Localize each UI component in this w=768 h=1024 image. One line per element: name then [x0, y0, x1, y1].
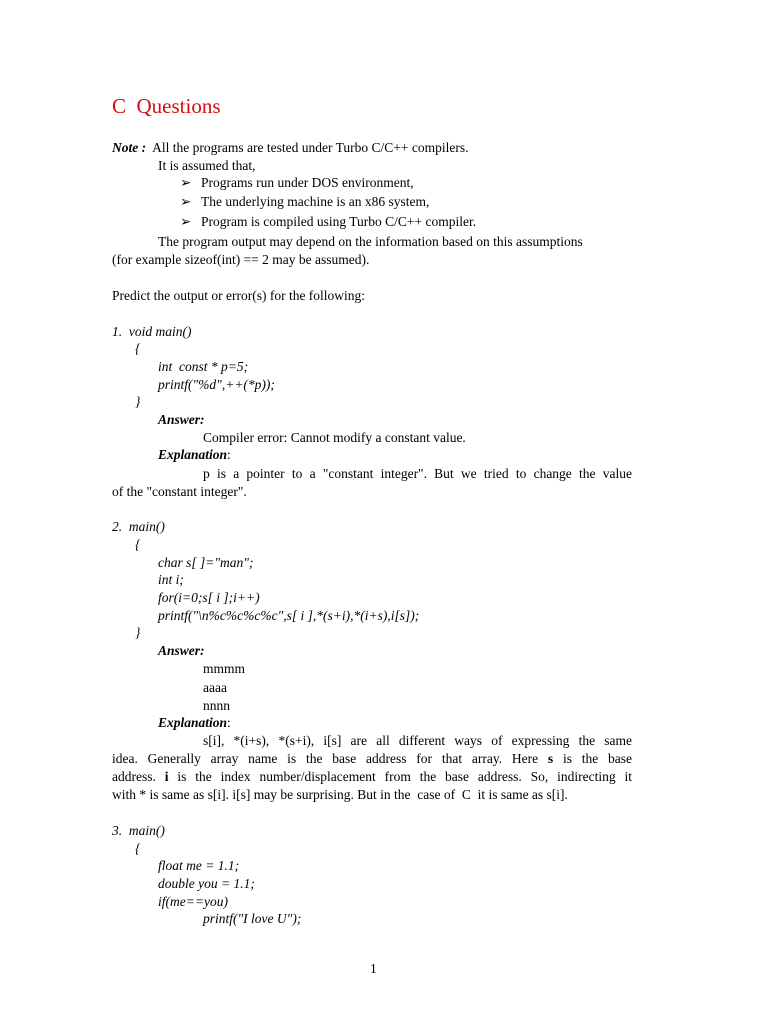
- code-line: }: [135, 394, 141, 409]
- answer-text: Compiler error: Cannot modify a constant value.: [203, 430, 466, 445]
- question-number: 1.: [112, 324, 123, 339]
- bullet-item: ➢ The underlying machine is an x86 system,: [180, 194, 430, 209]
- note-label: Note :: [112, 140, 147, 155]
- code-line: for(i=0;s[ i ];i++): [158, 590, 260, 605]
- arrow-bullet-icon: ➢: [180, 194, 192, 209]
- answer-text: aaaa: [203, 680, 227, 695]
- output-note-line: (for example sizeof(int) == 2 may be assumed).: [112, 252, 370, 267]
- code-line: printf("I love U");: [203, 911, 302, 926]
- output-note-line: The program output may depend on the information based on this assumptions: [158, 234, 583, 249]
- code-line: {: [135, 841, 141, 856]
- bullet-item: ➢ Program is compiled using Turbo C/C++ compiler.: [180, 214, 477, 229]
- page-title: C Questions: [112, 94, 221, 118]
- note-line: [112, 139, 468, 156]
- predict-heading: Predict the output or error(s) for the following:: [112, 288, 366, 303]
- code-line: printf("%d",++(*p));: [158, 377, 275, 392]
- explanation-label: Explanation:: [158, 447, 231, 462]
- explanation-text: idea. Generally array name is the base address for that array. Here s is the base: [112, 751, 633, 766]
- code-line: {: [135, 537, 141, 552]
- arrow-bullet-icon: ➢: [180, 214, 192, 229]
- bullet-item: ➢ Programs run under DOS environment,: [180, 175, 414, 190]
- code-line: char s[ ]="man";: [158, 555, 254, 570]
- code-line: int const * p=5;: [158, 359, 249, 374]
- answer-label: Answer:: [158, 412, 205, 427]
- explanation-text: s[i], *(i+s), *(s+i), i[s] are all different ways of expressing the same: [203, 733, 632, 748]
- explanation-text: of the "constant integer".: [112, 484, 247, 499]
- code-line: {: [135, 341, 141, 356]
- answer-text: nnnn: [203, 698, 230, 713]
- note-intro: All the programs are tested under Turbo C/C++ compilers.: [152, 140, 469, 155]
- question-1-header: 1. void main(): [112, 324, 192, 339]
- code-line: if(me==you): [158, 894, 228, 909]
- code-line: }: [135, 625, 141, 640]
- code-line: int i;: [158, 572, 184, 587]
- arrow-bullet-icon: ➢: [180, 175, 192, 190]
- answer-text: mmmm: [203, 661, 246, 676]
- explanation-label: Explanation:: [158, 715, 231, 730]
- assumed-text: It is assumed that,: [158, 158, 256, 173]
- question-number: 2.: [112, 519, 123, 534]
- explanation-text: with * is same as s[i]. i[s] may be surprising. But in the case of C it is same as s[i].: [112, 787, 568, 802]
- explanation-text: address. i is the index number/displacement from the base address. So, indirecting it: [112, 769, 633, 784]
- explanation-text: p is a pointer to a "constant integer". But we tried to change the value: [203, 466, 632, 481]
- question-3-header: 3. main(): [112, 823, 165, 838]
- question-2-header: 2. main(): [112, 519, 165, 534]
- question-number: 3.: [112, 823, 123, 838]
- code-line: double you = 1.1;: [158, 876, 255, 891]
- answer-label: Answer:: [158, 643, 205, 658]
- code-line: float me = 1.1;: [158, 858, 240, 873]
- code-line: printf("\n%c%c%c%c",s[ i ],*(s+i),*(i+s),i[s]);: [158, 608, 420, 623]
- page-number: 1: [370, 961, 377, 976]
